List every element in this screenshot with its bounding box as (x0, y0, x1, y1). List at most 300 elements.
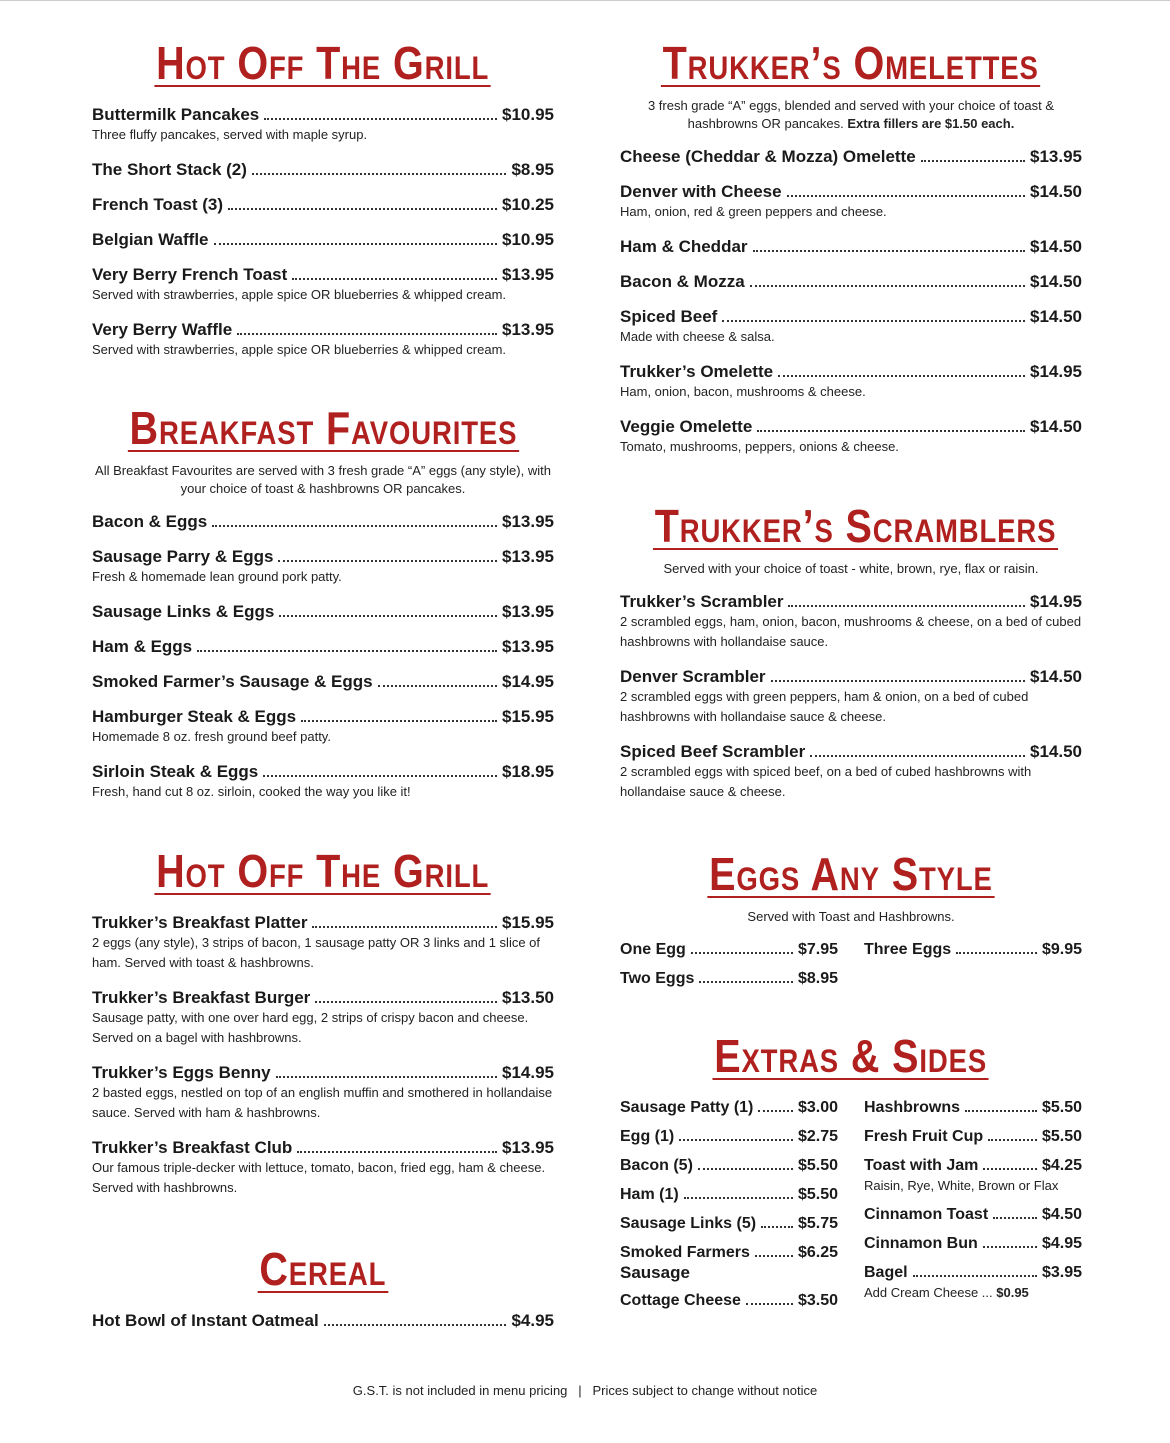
dot-leader (788, 605, 1025, 607)
item-description-text: 2 scrambled eggs, ham, onion, bacon, mushrooms & cheese, on a bed of cubed hashbrowns with hollandaise sauce. (620, 614, 1082, 649)
item-description (864, 1176, 1082, 1196)
dot-leader (983, 1168, 1037, 1170)
item-name: Ham & Cheddar (620, 237, 748, 256)
item-price: $13.95 (502, 265, 554, 284)
item-name: One Egg (620, 941, 686, 958)
item-price: $14.50 (1030, 182, 1082, 201)
item-description-text: Add Cream Cheese ... (864, 1285, 993, 1300)
section-eggs-any-style (620, 848, 1082, 998)
dot-leader (750, 285, 1025, 287)
item-description-text: 2 basted eggs, nestled on top of an english muffin and smothered in hollandaise sauce. Served with ham & hashbrowns. (92, 1085, 553, 1120)
item-row (92, 762, 554, 782)
item-price: $4.25 (1041, 1157, 1082, 1174)
item-price: $13.95 (502, 547, 554, 566)
section-scramblers (620, 500, 1082, 817)
item-name: Trukker’s Breakfast Club (92, 1138, 293, 1157)
item-name: Sausage Links (5) (620, 1215, 757, 1232)
item-row (620, 417, 1082, 437)
item-row (92, 105, 554, 125)
item-row (864, 940, 1082, 960)
menu-item (92, 913, 554, 973)
item-price: $10.25 (502, 195, 554, 214)
item-row (864, 1205, 1082, 1225)
menu-item (620, 742, 1082, 802)
menu-item (92, 762, 554, 802)
item-name: Fresh Fruit Cup (864, 1128, 984, 1145)
menu-item (620, 667, 1082, 727)
item-row (620, 1156, 838, 1176)
item-list (620, 592, 1082, 802)
item-name: Cottage Cheese (620, 1292, 741, 1309)
item-price: $3.00 (797, 1099, 838, 1116)
menu-item (620, 592, 1082, 652)
item-name: Three Eggs (864, 941, 952, 958)
item-description-text: 2 scrambled eggs with spiced beef, on a bed of cubed hashbrowns with hollandaise sauce & cheese. (620, 764, 1032, 799)
item-description-text: Fresh & homemade lean ground pork patty. (92, 569, 342, 584)
item-row (864, 1127, 1082, 1147)
item-row (92, 988, 554, 1008)
item-name: Trukker’s Breakfast Platter (92, 913, 308, 932)
menu-item (92, 707, 554, 747)
item-price: $7.95 (797, 941, 838, 958)
item-price: $14.95 (502, 1063, 554, 1082)
item-price: $13.95 (502, 512, 554, 531)
item-description (92, 125, 554, 145)
section-extras-sides (620, 1030, 1082, 1320)
item-price: $9.95 (1041, 941, 1082, 958)
menu-item (620, 307, 1082, 347)
item-name-continued: Sausage (620, 1263, 690, 1282)
item-row (620, 742, 1082, 762)
menu-item (864, 1205, 1082, 1225)
item-row (92, 913, 554, 933)
item-price: $13.95 (502, 320, 554, 339)
dot-leader (279, 615, 497, 617)
item-description (92, 285, 554, 305)
dot-leader (214, 243, 498, 245)
section-hot-off-the-grill (92, 37, 554, 375)
menu-item (620, 1156, 838, 1176)
dot-leader (278, 560, 497, 562)
item-description (92, 1008, 554, 1048)
item-description (92, 933, 554, 973)
menu-item (92, 637, 554, 657)
menu-item (620, 1291, 838, 1311)
item-row (620, 272, 1082, 292)
menu-item (92, 265, 554, 305)
item-row (92, 320, 554, 340)
item-description (92, 340, 554, 360)
dot-leader (691, 952, 793, 954)
item-price: $14.50 (1030, 237, 1082, 256)
item-row (864, 1263, 1082, 1283)
item-description-text: Sausage patty, with one over hard egg, 2 strips of crispy bacon and cheese. Served on a bagel with hashbrowns. (92, 1010, 529, 1045)
item-description-text: Fresh, hand cut 8 oz. sirloin, cooked the way you like it! (92, 784, 411, 799)
section-heading-wrap (620, 37, 1082, 91)
addon-price: $0.95 (996, 1285, 1029, 1300)
menu-item (864, 1234, 1082, 1254)
item-name: Spiced Beef Scrambler (620, 742, 806, 761)
menu-item (92, 672, 554, 692)
dot-leader (988, 1139, 1037, 1141)
dot-leader (755, 1255, 793, 1257)
item-name: Sausage Parry & Eggs (92, 547, 274, 566)
item-description (620, 202, 1082, 222)
item-price: $14.50 (1030, 667, 1082, 686)
item-list (92, 512, 554, 802)
item-row (92, 547, 554, 567)
menu-item (620, 1127, 838, 1147)
item-row (92, 637, 554, 657)
dot-leader (757, 430, 1025, 432)
item-price: $13.95 (502, 637, 554, 656)
dot-leader (913, 1275, 1037, 1277)
dot-leader (787, 195, 1025, 197)
item-description (620, 327, 1082, 347)
menu-item (92, 988, 554, 1048)
dot-leader (956, 952, 1037, 954)
menu-item (620, 147, 1082, 167)
dot-leader (699, 981, 793, 983)
item-name: Hashbrowns (864, 1099, 961, 1116)
item-price: $5.50 (797, 1186, 838, 1203)
intro-text: Served with your choice of toast - white, brown, rye, flax or raisin. (663, 561, 1039, 576)
menu-item (92, 1138, 554, 1198)
menu-item (864, 1156, 1082, 1196)
item-row (92, 1138, 554, 1158)
item-row (92, 602, 554, 622)
item-row (620, 592, 1082, 612)
dot-leader (197, 650, 497, 652)
item-row (620, 940, 838, 960)
dot-leader (983, 1246, 1037, 1248)
section-heading-wrap (92, 1243, 554, 1297)
menu-item (92, 602, 554, 622)
dot-leader (698, 1168, 793, 1170)
item-name: Smoked Farmers (620, 1244, 750, 1261)
item-description (620, 437, 1082, 457)
menu-item (620, 1185, 838, 1205)
item-description (864, 1283, 1082, 1303)
item-name: Trukker’s Omelette (620, 362, 774, 381)
item-name: Ham (1) (620, 1186, 679, 1203)
section-hot-off-the-grill-2 (92, 845, 554, 1213)
menu-item (864, 1263, 1082, 1303)
dot-leader (378, 685, 497, 687)
intro-text: All Breakfast Favourites are served with 3 fresh grade “A” eggs (any style), with your choice of toast & hashbrowns OR pancakes. (95, 463, 551, 496)
item-description-text: 2 scrambled eggs with green peppers, ham & onion, on a bed of cubed hashbrowns with hollandaise sauce & cheese. (620, 689, 1029, 724)
section-omelettes (620, 37, 1082, 472)
menu-item (620, 182, 1082, 222)
menu-item (620, 1243, 838, 1282)
footer-note: G.S.T. is not included in menu pricing | Prices subject to change without notice (352, 1383, 818, 1398)
item-row (620, 1291, 838, 1311)
item-price: $13.95 (502, 602, 554, 621)
menu-item (92, 1063, 554, 1123)
item-row (92, 1311, 554, 1331)
item-name: Toast with Jam (864, 1157, 979, 1174)
item-name: Denver with Cheese (620, 182, 782, 201)
intro-text: Served with Toast and Hashbrowns. (747, 909, 955, 924)
intro-bold-note: Extra fillers are $1.50 each. (847, 116, 1015, 131)
dot-leader (679, 1139, 793, 1141)
item-price: $10.95 (502, 230, 554, 249)
item-price: $6.25 (797, 1244, 838, 1261)
item-price: $5.75 (797, 1215, 838, 1232)
menu-item (92, 105, 554, 145)
menu-item (92, 320, 554, 360)
item-row (620, 1185, 838, 1205)
item-description-text: Tomato, mushrooms, peppers, onions & cheese. (620, 439, 899, 454)
item-price: $13.95 (1030, 147, 1082, 166)
section-heading-wrap (92, 37, 554, 91)
dot-leader (292, 278, 497, 280)
menu-item (92, 195, 554, 215)
menu-item (92, 160, 554, 180)
item-row (864, 1234, 1082, 1254)
item-description (92, 1158, 554, 1198)
dot-leader (722, 320, 1025, 322)
item-row (92, 265, 554, 285)
item-name: Bacon (5) (620, 1157, 693, 1174)
dot-leader (237, 333, 497, 335)
item-list (92, 105, 554, 360)
item-description (92, 567, 554, 587)
menu-item (92, 547, 554, 587)
section-breakfast-favourites (92, 402, 554, 817)
item-price: $14.95 (1030, 362, 1082, 381)
dot-leader (771, 680, 1025, 682)
section-heading: Extras & Sides (714, 1030, 988, 1082)
section-intro (620, 560, 1082, 578)
section-heading: Cereal (259, 1243, 387, 1295)
section-heading-wrap (92, 845, 554, 899)
item-column (864, 1098, 1082, 1320)
item-row (92, 512, 554, 532)
dot-leader (965, 1110, 1037, 1112)
item-grid (620, 1098, 1082, 1320)
item-list (620, 147, 1082, 457)
item-description-text: 2 eggs (any style), 3 strips of bacon, 1 sausage patty OR 3 links and 1 slice of ham. Served with toast & hashbrowns. (92, 935, 541, 970)
item-price: $14.50 (1030, 742, 1082, 761)
item-price: $15.95 (502, 707, 554, 726)
item-name: Ham & Eggs (92, 637, 193, 656)
item-price: $14.95 (1030, 592, 1082, 611)
item-name: Very Berry French Toast (92, 265, 288, 284)
menu-item (620, 272, 1082, 292)
dot-leader (921, 160, 1025, 162)
dot-leader (753, 250, 1025, 252)
section-heading: Trukker’s Omelettes (662, 37, 1040, 89)
item-name: French Toast (3) (92, 195, 223, 214)
item-name: Smoked Farmer’s Sausage & Eggs (92, 672, 373, 691)
item-description (92, 782, 554, 802)
item-column (620, 1098, 838, 1320)
menu-item (620, 1098, 838, 1118)
item-price: $3.50 (797, 1292, 838, 1309)
dot-leader (758, 1110, 793, 1112)
menu-item (92, 230, 554, 250)
item-description (620, 762, 1082, 802)
section-heading: Breakfast Favourites (129, 402, 517, 454)
section-heading: Hot Off The Grill (156, 37, 490, 89)
item-description-text: Raisin, Rye, White, Brown or Flax (864, 1178, 1059, 1193)
item-name: Two Eggs (620, 970, 695, 987)
item-name: Egg (1) (620, 1128, 675, 1145)
menu-item (620, 362, 1082, 402)
dot-leader (324, 1324, 507, 1326)
item-name: The Short Stack (2) (92, 160, 247, 179)
item-grid (620, 940, 1082, 998)
item-price: $4.50 (1041, 1206, 1082, 1223)
item-name: Buttermilk Pancakes (92, 105, 260, 124)
item-name: Veggie Omelette (620, 417, 753, 436)
item-row (92, 707, 554, 727)
dot-leader (263, 775, 497, 777)
menu-item (620, 417, 1082, 457)
item-description (620, 612, 1082, 652)
item-description-text: Ham, onion, bacon, mushrooms & cheese. (620, 384, 866, 399)
item-row (620, 969, 838, 989)
item-price: $5.50 (797, 1157, 838, 1174)
section-intro (620, 908, 1082, 926)
menu-item (864, 1127, 1082, 1147)
section-heading-wrap (620, 500, 1082, 554)
item-column (620, 940, 838, 998)
item-row (92, 672, 554, 692)
item-row (620, 362, 1082, 382)
item-price: $4.95 (511, 1311, 554, 1330)
item-price: $15.95 (502, 913, 554, 932)
section-intro (620, 97, 1082, 133)
item-description-text: Ham, onion, red & green peppers and cheese. (620, 204, 887, 219)
item-name: Cheese (Cheddar & Mozza) Omelette (620, 147, 916, 166)
item-name: Denver Scrambler (620, 667, 766, 686)
item-name: Cinnamon Bun (864, 1235, 978, 1252)
item-description (620, 687, 1082, 727)
item-column (864, 940, 1082, 998)
dot-leader (264, 118, 497, 120)
item-price: $5.50 (1041, 1099, 1082, 1116)
item-price: $8.95 (797, 970, 838, 987)
item-row (92, 195, 554, 215)
menu-item (620, 969, 838, 989)
menu-item (92, 512, 554, 532)
item-row (92, 230, 554, 250)
item-name: Very Berry Waffle (92, 320, 233, 339)
menu-item (864, 1098, 1082, 1118)
item-price: $14.50 (1030, 307, 1082, 326)
item-row (620, 1098, 838, 1118)
dot-leader (315, 1001, 497, 1003)
item-price: $8.95 (511, 160, 554, 179)
item-row (620, 1127, 838, 1147)
dot-leader (297, 1151, 497, 1153)
dot-leader (993, 1217, 1037, 1219)
item-row (92, 160, 554, 180)
item-row (620, 237, 1082, 257)
item-name: Bagel (864, 1264, 908, 1281)
item-price: $14.50 (1030, 417, 1082, 436)
item-name: Trukker’s Eggs Benny (92, 1063, 271, 1082)
item-name: Sausage Patty (1) (620, 1099, 754, 1116)
section-heading-wrap (620, 848, 1082, 902)
item-name: Cinnamon Toast (864, 1206, 989, 1223)
item-row (620, 1214, 838, 1234)
item-row (620, 307, 1082, 327)
item-price: $14.95 (502, 672, 554, 691)
item-price: $2.75 (797, 1128, 838, 1145)
item-price: $13.95 (502, 1138, 554, 1157)
menu-item (620, 940, 838, 960)
dot-leader (312, 926, 497, 928)
item-name: Sirloin Steak & Eggs (92, 762, 259, 781)
item-list (92, 913, 554, 1198)
item-price: $3.95 (1041, 1264, 1082, 1281)
item-name: Belgian Waffle (92, 230, 209, 249)
item-name: Hot Bowl of Instant Oatmeal (92, 1311, 319, 1330)
dot-leader (252, 173, 507, 175)
menu-item (620, 1214, 838, 1234)
item-name: Trukker’s Scrambler (620, 592, 784, 611)
item-description (92, 727, 554, 747)
item-name: Hamburger Steak & Eggs (92, 707, 297, 726)
dot-leader (276, 1076, 497, 1078)
item-list (92, 1311, 554, 1331)
item-row (864, 1098, 1082, 1118)
dot-leader (746, 1303, 793, 1305)
item-name: Spiced Beef (620, 307, 718, 326)
item-description (92, 1083, 554, 1123)
dot-leader (228, 208, 497, 210)
section-heading: Hot Off The Grill (156, 845, 490, 897)
item-row (92, 1063, 554, 1083)
section-intro (92, 462, 554, 498)
item-name: Bacon & Eggs (92, 512, 208, 531)
dot-leader (301, 720, 497, 722)
section-cereal (92, 1243, 554, 1346)
item-description-text: Our famous triple-decker with lettuce, tomato, bacon, fried egg, ham & cheese. Served with hashbrowns. (92, 1160, 546, 1195)
dot-leader (810, 755, 1025, 757)
item-row (620, 667, 1082, 687)
item-description-text: Homemade 8 oz. fresh ground beef patty. (92, 729, 331, 744)
section-heading: Eggs Any Style (709, 848, 993, 900)
item-row (620, 1243, 838, 1263)
section-heading-wrap (92, 402, 554, 456)
dot-leader (778, 375, 1025, 377)
item-description-text: Three fluffy pancakes, served with maple syrup. (92, 127, 368, 142)
menu-item (620, 237, 1082, 257)
menu-item (864, 940, 1082, 960)
dot-leader (761, 1226, 793, 1228)
item-price: $4.95 (1041, 1235, 1082, 1252)
intro-text: 3 fresh grade “A” eggs, blended and served with your choice of toast & hashbrowns OR pancakes. (647, 98, 1055, 131)
dot-leader (212, 525, 497, 527)
item-price: $10.95 (502, 105, 554, 124)
item-description-text: Made with cheese & salsa. (620, 329, 775, 344)
item-description (620, 382, 1082, 402)
item-name: Sausage Links & Eggs (92, 602, 275, 621)
item-price: $5.50 (1041, 1128, 1082, 1145)
item-name: Bacon & Mozza (620, 272, 745, 291)
item-description-text: Served with strawberries, apple spice OR blueberries & whipped cream. (92, 342, 507, 357)
item-row (620, 147, 1082, 167)
item-price: $13.50 (502, 988, 554, 1007)
item-price: $14.50 (1030, 272, 1082, 291)
section-heading: Trukker’s Scramblers (654, 500, 1057, 552)
item-description-text: Served with strawberries, apple spice OR blueberries & whipped cream. (92, 287, 507, 302)
section-heading-wrap (620, 1030, 1082, 1084)
